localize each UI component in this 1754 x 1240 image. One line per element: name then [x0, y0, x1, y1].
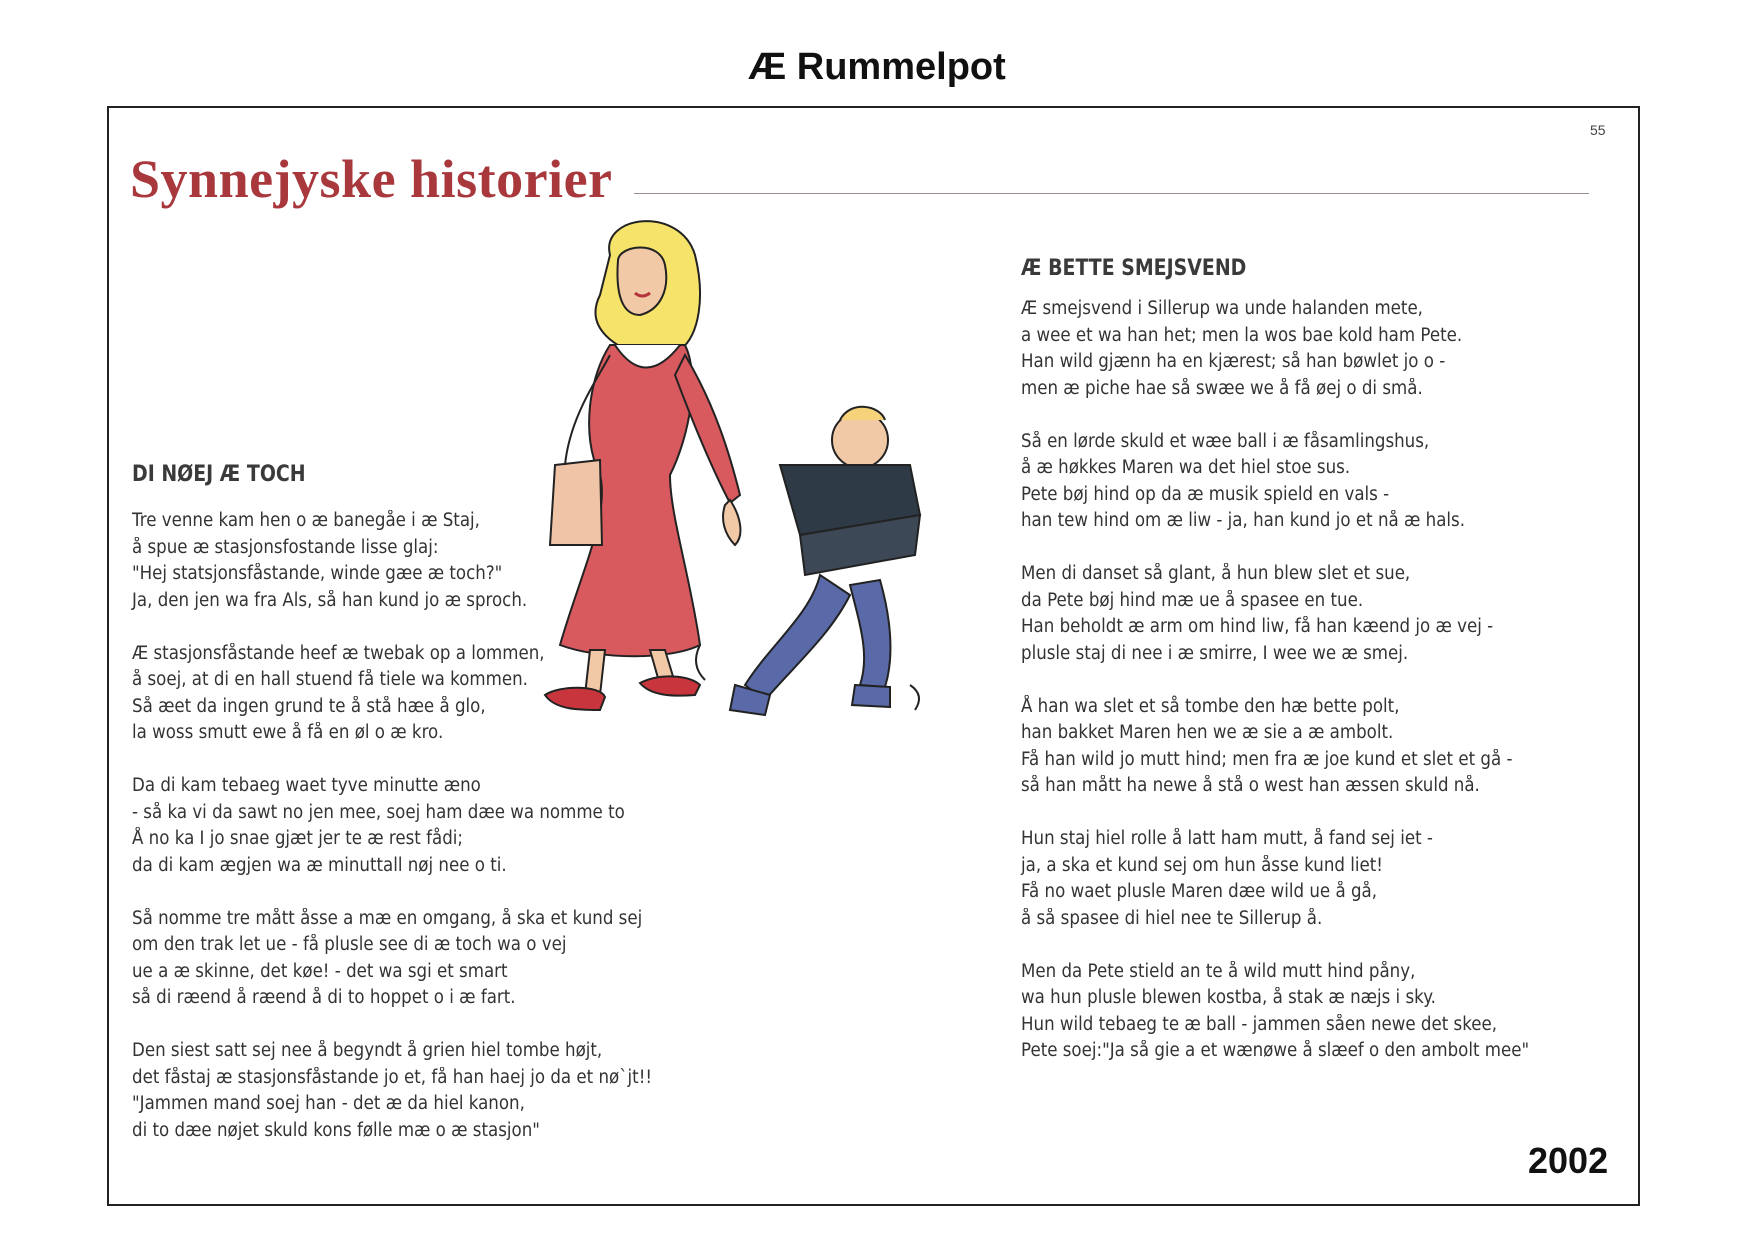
poem-line: Pete soej:"Ja så gie a et wænøwe å slæef o den ambolt mee" [1021, 1040, 1530, 1061]
heading-rule [634, 193, 1589, 194]
poem-line: Da di kam tebaeg waet tyve minutte æno [132, 775, 481, 796]
poem-line: ja, a ska et kund sej om hun åsse kund liet! [1021, 854, 1383, 876]
poem-line: Æ smejsvend i Sillerup wa unde halanden mete, [1021, 298, 1423, 319]
poem-line: det fåstaj æ stasjonsfåstande jo et, få han haej jo da et nø`jt!! [132, 1066, 653, 1088]
left-story-poem [132, 508, 692, 1171]
right-story-poem [1021, 296, 1621, 1091]
stanza [1021, 429, 1621, 535]
poem-line: men æ piche hae så swæe we å få øej o di små. [1021, 377, 1423, 399]
stanza [132, 641, 692, 747]
stanza [1021, 561, 1621, 667]
poem-line: Tre venne kam hen o æ banegåe i æ Staj, [132, 510, 480, 531]
poem-line: om den trak let ue - få plusle see di æ toch wa o vej [132, 934, 567, 955]
poem-line: Den siest satt sej nee å begyndt å grien hiel tombe højt, [132, 1040, 603, 1061]
poem-line: la woss smutt ewe å få en øl o æ kro. [132, 722, 444, 743]
magazine-heading: Synnejyske historier [130, 149, 613, 209]
poem-line: Han wild gjænn ha en kjærest; så han bøwlet jo o - [1021, 351, 1446, 372]
poem-line: han tew hind om æ liw - ja, han kund jo et nå æ hals. [1021, 510, 1466, 531]
poem-line: ue a æ skinne, det køe! - det wa sgi et smart [132, 960, 508, 982]
stanza [1021, 959, 1621, 1065]
poem-line: "Jammen mand soej han - det æ da hiel kanon, [132, 1093, 525, 1114]
poem-line: Hun staj hiel rolle å latt ham mutt, å fand sej iet - [1021, 828, 1433, 849]
stanza [132, 508, 692, 614]
poem-line: Så en lørde skuld et wæe ball i æ fåsamlingshus, [1021, 430, 1430, 452]
poem-line: da di kam ægjen wa æ minuttall nøj nee o ti. [132, 854, 507, 876]
poem-line: så di ræend å ræend å di to hoppet o i æ fart. [132, 987, 516, 1008]
poem-line: "Hej statsjonsfåstande, winde gæe æ toch?" [132, 563, 503, 584]
poem-line: å soej, at di en hall stuend få tiele wa kommen. [132, 669, 528, 690]
poem-line: di to dæe nøjet skuld kons følle mæ o æ stasjon" [132, 1119, 540, 1141]
stanza [132, 1038, 692, 1144]
poem-line: Hun wild tebaeg te æ ball - jammen såen newe det skee, [1021, 1013, 1498, 1035]
stanza [1021, 826, 1621, 932]
poem-line: Men da Pete stield an te å wild mutt hind påny, [1021, 960, 1416, 982]
poem-line: Så nomme tre mått åsse a mæ en omgang, å ska et kund sej [132, 907, 643, 929]
stanza [1021, 296, 1621, 402]
page-number: 55 [1590, 122, 1606, 138]
poem-line: Få no waet plusle Maren dæe wild ue å gå, [1021, 881, 1378, 902]
stanza [132, 906, 692, 1012]
right-story-title: Æ BETTE SMEJSVEND [1021, 256, 1247, 281]
poem-line: å så spasee di hiel nee te Sillerup å. [1021, 907, 1323, 929]
poem-line: wa hun plusle blewen kostba, å stak æ næjs i sky. [1021, 987, 1436, 1008]
poem-line: Han beholdt æ arm om hind liw, få han kæend jo æ vej - [1021, 616, 1494, 637]
poem-line: Å no ka I jo snae gjæt jer te æ rest fådi; [132, 828, 464, 849]
poem-line: Så æet da ingen grund te å stå hæe å glo, [132, 695, 486, 717]
left-story-title: DI NØEJ Æ TOCH [132, 462, 306, 487]
poem-line: - så ka vi da sawt no jen mee, soej ham dæe wa nomme to [132, 801, 625, 823]
poem-line: å æ høkkes Maren wa det hiel stoe sus. [1021, 457, 1351, 478]
poem-line: Ja, den jen wa fra Als, så han kund jo æ sproch. [132, 589, 528, 611]
poem-line: da Pete bøj hind mæ ue å spasee en tue. [1021, 589, 1364, 611]
poem-line: så han mått ha newe å stå o west han æssen skuld nå. [1021, 775, 1480, 796]
poem-line: Få han wild jo mutt hind; men fra æ joe kund et slet et gå - [1021, 748, 1513, 770]
poem-line: a wee et wa han het; men la wos bae kold ham Pete. [1021, 324, 1463, 346]
poem-line: Æ stasjonsfåstande heef æ twebak op a lommen, [132, 642, 545, 664]
slide-title: Æ Rummelpot [748, 46, 1006, 88]
poem-line: å spue æ stasjonsfostande lisse glaj: [132, 536, 439, 558]
poem-line: Pete bøj hind op da æ musik spield en vals - [1021, 483, 1390, 505]
stanza [1021, 694, 1621, 800]
year-label: 2002 [1528, 1140, 1609, 1181]
stanza [132, 773, 692, 879]
poem-line: Men di danset så glant, å hun blew slet et sue, [1021, 563, 1411, 584]
poem-line: Å han wa slet et så tombe den hæ bette polt, [1021, 695, 1400, 717]
poem-line: han bakket Maren hen we æ sie a æ ambolt. [1021, 722, 1394, 743]
poem-line: plusle staj di nee i æ smirre, I wee we æ smej. [1021, 642, 1409, 664]
